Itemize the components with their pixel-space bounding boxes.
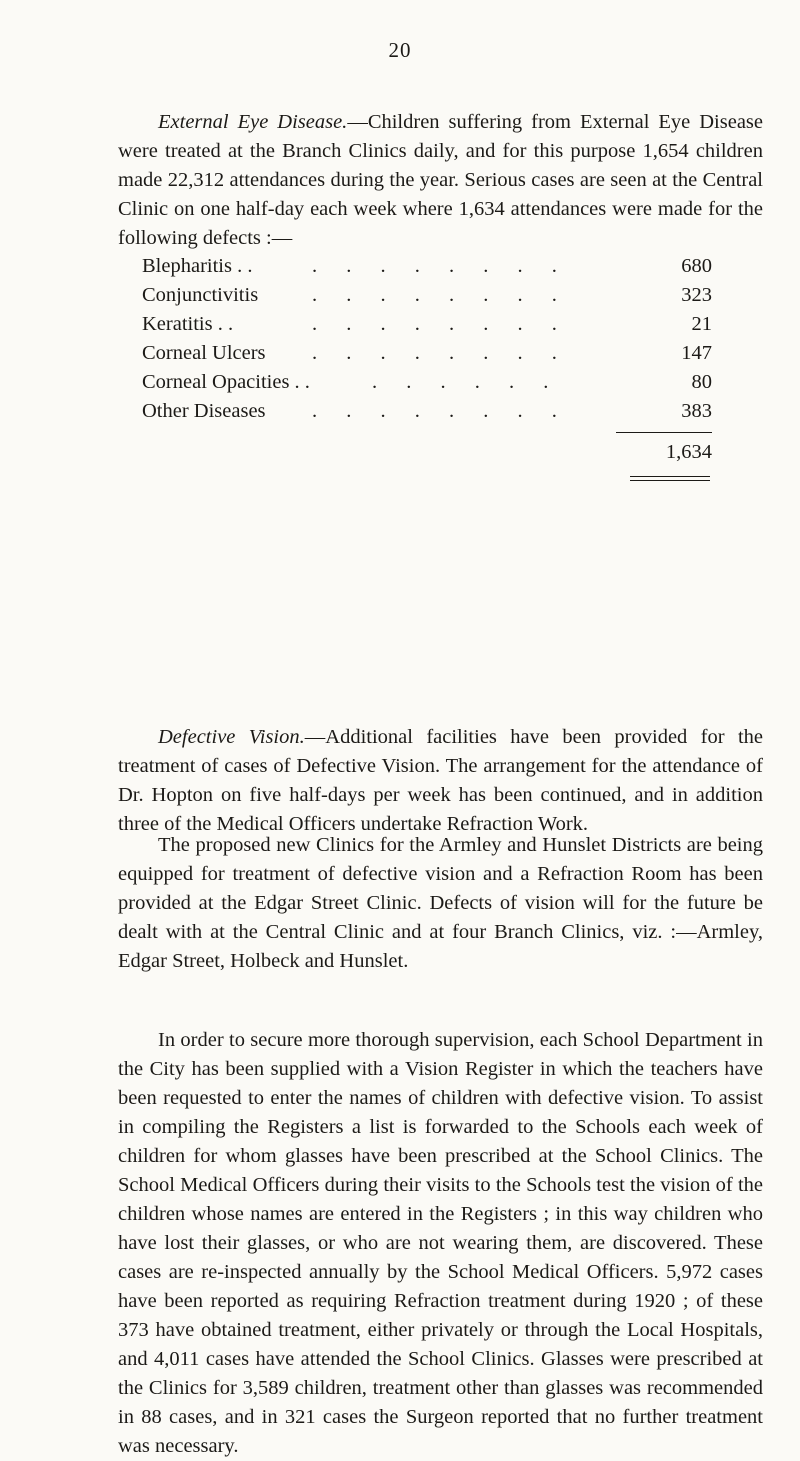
total-double-rule [630,476,710,481]
defective-vision-heading: Defective Vision. [158,726,305,748]
table-row [142,339,712,368]
leader-dots: . . . . . . . . [312,342,558,364]
table-row [142,310,712,339]
defect-label: Blepharitis . . [142,255,253,277]
leader-dots: . . . . . . . . [312,400,558,422]
defect-label: Corneal Opacities . . [142,371,310,393]
defective-vision-paragraph [118,723,763,839]
defect-count: 323 [681,284,712,306]
leader-dots: . . . . . . . . [312,255,558,277]
defect-count: 21 [691,313,712,335]
defect-count: 383 [681,400,712,422]
register-paragraph: In order to secure more thorough supervision, each School Department in the City has been supplied with a Vision Register in which the teachers have been requested to enter the names of children with defective vision. To assist in compiling the Registers a list is forwarded to the Schools each week of children for whom glasses have been prescribed at the School Clinics. The School Medical Officers during their visits to the Schools test the vision of the children whose names are entered in the Registers ; in this way children who have lost their glasses, or who are not wearing them, are discovered. These cases are re-inspected annually by the School Medical Officers. 5,972 cases have been reported as requiring Refraction treatment during 1920 ; of these 373 have obtained treatment, either privately or through the Local Hospitals, and 4,011 cases have attended the School Clinics. Glasses were prescribed at the Clinics for 3,589 children, treatment other than glasses was recommended in 88 cases, and in 321 cases the Surgeon reported that no further treatment was necessary. [118,1029,763,1457]
defect-count: 80 [691,371,712,393]
external-eye-paragraph [118,108,763,253]
table-row [142,281,712,310]
defect-label: Conjunctivitis [142,284,259,306]
leader-dots: . . . . . . . . [312,313,558,335]
defects-table [142,252,712,463]
defect-count: 147 [681,342,712,364]
external-eye-heading: External Eye Disease. [158,111,348,133]
leader-dots: . . . . . . [372,371,550,393]
leader-dots: . . . . . . . . [312,284,558,306]
defective-vision-text: —Additional facilities have been provided for the treatment of cases of Defective Vision. The arrangement for the attendance of Dr. Hopton on five half-days per week has been continued, and in addition three of the Medical Officers undertake Refraction Work. [118,726,763,835]
external-eye-text: —Children suffering from External Eye Disease were treated at the Branch Clinics daily, and for this purpose 1,654 children made 22,312 attendances during the year. Serious cases are seen at the Central Clinic on one half-day each week where 1,634 attendances were made for the following defects :— [118,111,763,249]
defect-label: Keratitis . . [142,313,234,335]
defect-count: 680 [681,255,712,277]
sum-rule [616,432,712,433]
defect-label: Other Diseases [142,400,266,422]
clinics-paragraph: The proposed new Clinics for the Armley and Hunslet Districts are being equipped for treatment of defective vision and a Refraction Room has been provided at the Edgar Street Clinic. Defects of vision will for the future be dealt with at the Central Clinic and at four Branch Clinics, viz. :—Armley, Edgar Street, Holbeck and Hunslet. [118,834,763,972]
defects-total: 1,634 [665,441,712,463]
table-row [142,252,712,281]
table-row [142,397,712,426]
table-row [142,368,712,397]
page-number: 20 [388,38,412,62]
defect-label: Corneal Ulcers [142,342,266,364]
